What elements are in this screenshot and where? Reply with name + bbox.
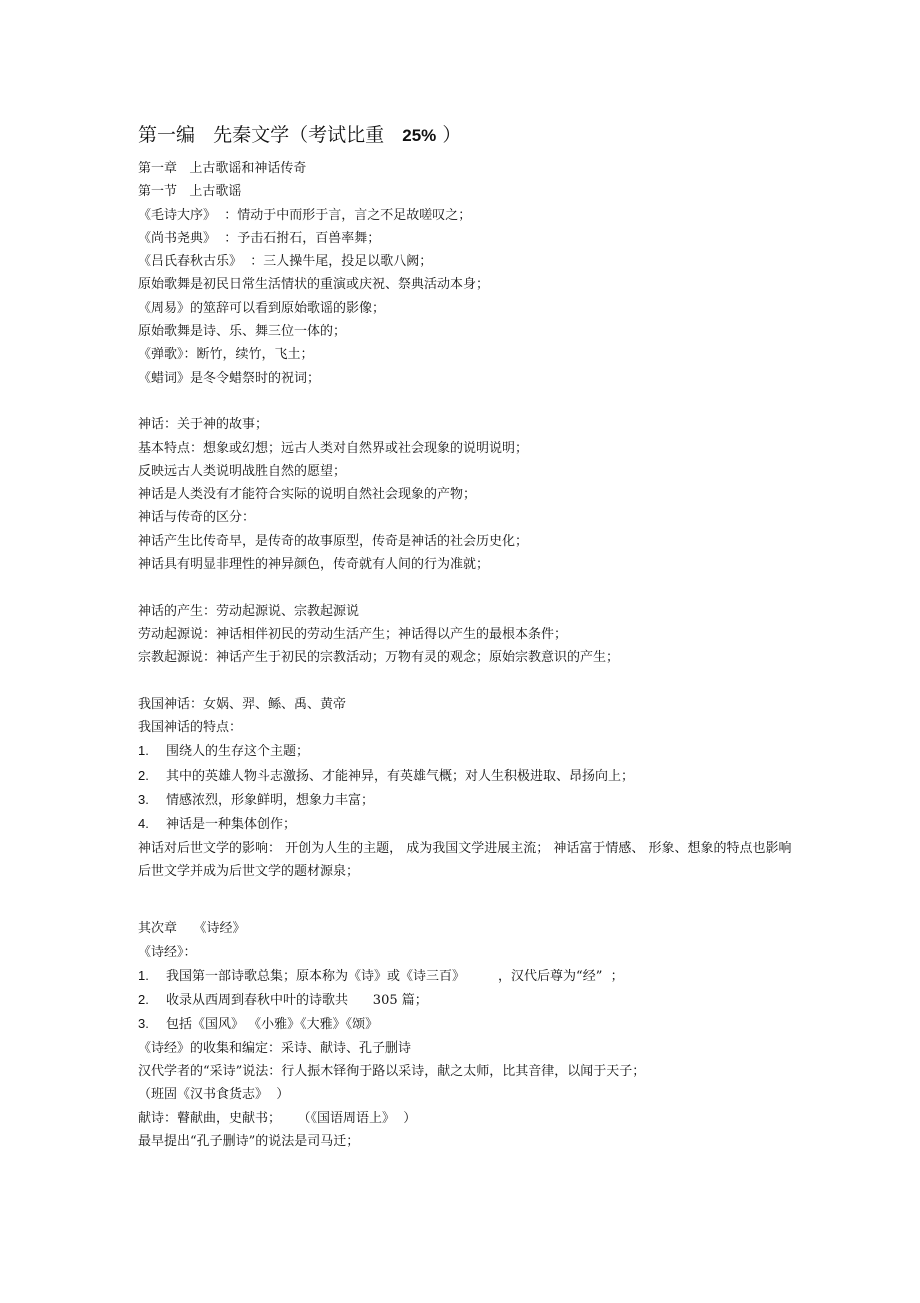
text-line: 其次章 《诗经》: [138, 921, 246, 937]
text-line: 《吕氏春秋古乐》 ：三人操牛尾，投足以歌八阙；: [138, 254, 433, 270]
list-text: 收录从西周到春秋中叶的诗歌共 305 篇；: [166, 993, 428, 1009]
text-line: 神话与传奇的区分：: [138, 510, 256, 526]
list-item: [138, 988, 798, 1012]
list-number: 2.: [138, 992, 149, 1008]
text-line: 神话：关于神的故事；: [138, 417, 269, 433]
title-text: 第一编 先秦文学（考试比重: [138, 124, 403, 146]
text-line: 《周易》的筮辞可以看到原始歌谣的影像；: [138, 300, 386, 316]
influence-paragraph: 神话对后世文学的影响： 开创为人生的主题， 成为我国文学进展主流； 神话富于情感、 形象、想象的特点也影响后世文学并成为后世文学的题材源泉；: [138, 840, 792, 879]
list-text: 神话是一种集体创作；: [166, 817, 297, 833]
section-myth-definition: [138, 413, 798, 576]
section-shijing: [138, 917, 798, 964]
text-line: 《诗经》：: [138, 944, 197, 960]
text-line: 第一节 上古歌谣: [138, 184, 242, 200]
text-line: 宗教起源说：神话产生于初民的宗教活动；万物有灵的观念；原始宗教意识的产生；: [138, 650, 620, 666]
text-line: 反映远古人类说明战胜自然的愿望；: [138, 463, 347, 479]
text-line: 《毛诗大序》 ：情动于中而形于言，言之不足故嗟叹之；: [138, 207, 472, 223]
list-item: [138, 1012, 798, 1036]
list-text: 围绕人的生存这个主题；: [166, 744, 310, 760]
text-line: （班固《汉书食货志》 ）: [138, 1087, 290, 1103]
text-line: 《蜡词》是冬令蜡祭时的祝词；: [138, 370, 321, 386]
text-line: 我国神话的特点：: [138, 720, 243, 736]
list-number: 3.: [138, 792, 149, 808]
section-myth-origin: [138, 600, 798, 670]
list-item: [138, 739, 798, 763]
list-text: 包括《国风》 《小雅》《大雅》《颂》: [166, 1017, 379, 1033]
section-ancient-songs: [138, 157, 798, 390]
text-line: 汉代学者的“采诗”说法：行人振木铎徇于路以采诗，献之太师，比其音律，以闻于天子；: [138, 1063, 646, 1079]
text-line: 我国神话：女娲、羿、鲧、禹、黄帝: [138, 696, 347, 712]
text-line: 基本特点：想象或幻想；远古人类对自然界或社会现象的说明说明；: [138, 440, 529, 456]
text-line: 原始歌舞是初民日常生活情状的重演或庆祝、祭典活动本身；: [138, 277, 490, 293]
title-weight: 25%: [402, 126, 437, 145]
list-item: [138, 812, 798, 836]
page-title: [138, 118, 798, 153]
list-text: 情感浓烈，形象鲜明，想象力丰富；: [166, 793, 375, 809]
text-line: 最早提出“孔子删诗”的说法是司马迁；: [138, 1133, 360, 1149]
list-text: 我国第一部诗歌总集；原本称为《诗》或《诗三百》 ，汉代后尊为“经” ；: [166, 968, 624, 984]
section-shijing-compilation: [138, 1037, 798, 1153]
title-tail: ）: [436, 124, 462, 146]
text-line: 《弹歌》：断竹，续竹，飞土；: [138, 347, 314, 363]
list-number: 1.: [138, 967, 149, 983]
text-line: 神话具有明显非理性的神异颜色，传奇就有人间的行为准就；: [138, 557, 490, 573]
list-item: [138, 964, 798, 988]
text-line: 神话是人类没有才能符合实际的说明自然社会现象的产物；: [138, 487, 477, 503]
list-text: 其中的英雄人物斗志激扬、才能神异，有英雄气概；对人生积极进取、昂扬向上；: [166, 768, 635, 784]
list-number: 3.: [138, 1016, 149, 1032]
text-line: 神话的产生：劳动起源说、宗教起源说: [138, 603, 360, 619]
list-number: 2.: [138, 767, 149, 783]
text-line: 劳动起源说：神话相伴初民的劳动生活产生；神话得以产生的最根本条件；: [138, 626, 568, 642]
text-line: 神话产生比传奇早，是传奇的故事原型，传奇是神话的社会历史化；: [138, 533, 529, 549]
list-number: 1.: [138, 743, 149, 759]
myth-features-list: [138, 739, 798, 836]
text-line: 《尚书尧典》 ：予击石拊石，百兽率舞；: [138, 230, 381, 246]
list-item: [138, 764, 798, 788]
text-line: 原始歌舞是诗、乐、舞三位一体的；: [138, 324, 347, 340]
list-number: 4.: [138, 816, 149, 832]
section-chinese-myths: [138, 693, 798, 740]
list-item: [138, 788, 798, 812]
document-page: [138, 118, 798, 1153]
text-line: 第一章 上古歌谣和神话传奇: [138, 161, 307, 176]
text-line: 献诗：瞽献曲，史献书； （《国语周语上》 ）: [138, 1110, 417, 1126]
text-line: 《诗经》的收集和编定：采诗、献诗、孔子删诗: [138, 1040, 412, 1056]
shijing-list: [138, 964, 798, 1037]
